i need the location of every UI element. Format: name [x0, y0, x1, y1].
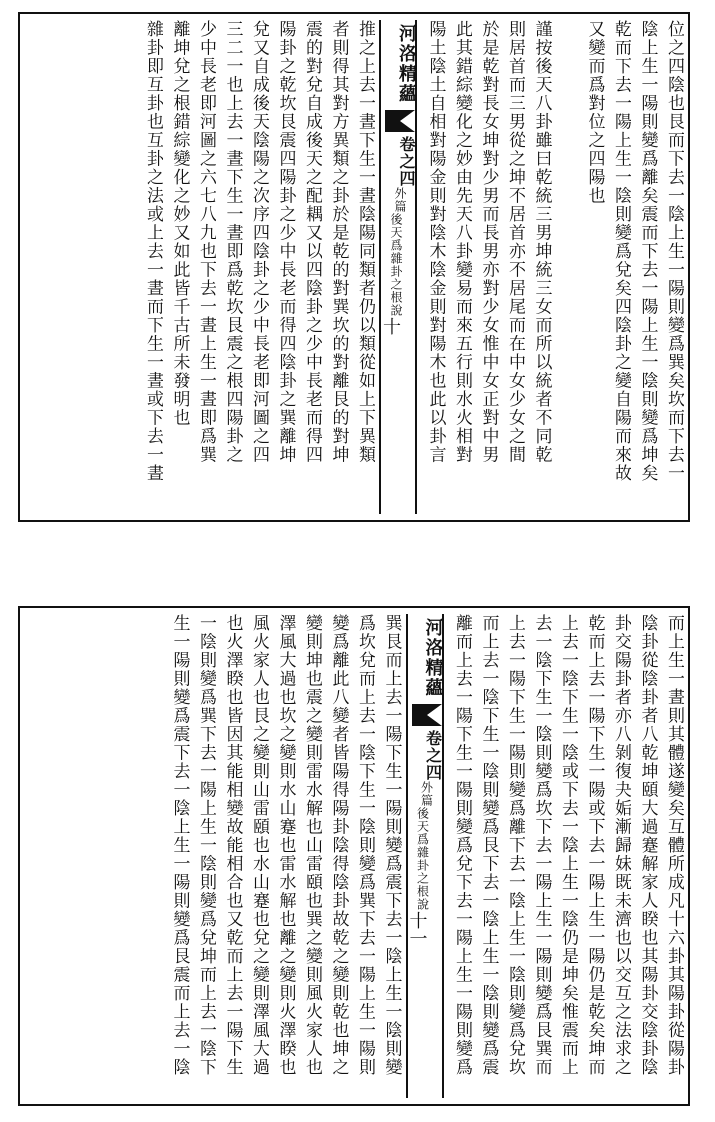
text-column: 震的對兌自成後天之配耦又以四陰卦之少中長老而得四 [302, 20, 322, 464]
page-number: 十 [380, 317, 401, 335]
page-number: 十一 [406, 911, 428, 947]
chapter-title: 後天爲雜卦之根說 [389, 213, 403, 317]
text-column: 而上生一晝則其體遂變矣互體所成凡十六卦其陽卦從陽卦 [664, 614, 684, 1077]
text-column: 陰上生一陽則變爲離矣震而下去一陽上生一陰則變爲坤矣 [637, 20, 658, 483]
text-column: 上去一陽下生一陽則變爲離下去一陰上生一陰則變爲兌坎 [505, 614, 525, 1077]
volume-label: 卷之四 [397, 136, 416, 187]
text-column: 離坤兌之根錯綜變化之妙又如此皆千古所未發明也 [169, 20, 190, 427]
volume-label: 卷之四 [423, 730, 443, 781]
text-column: 爲坎兌而上去一陰下生一陰則變爲巽下去一陽上生一陽則 [355, 614, 375, 1077]
page-upper-columns [20, 14, 688, 520]
text-column: 風火家人也艮之變則山雷頤也水山蹇也兌之變則澤風大過 [249, 614, 269, 1077]
page-upper [18, 12, 690, 522]
text-column: 此其錯綜變化之妙由先天八卦變易而來五行則水火相對 [452, 20, 472, 464]
text-column: 也火澤睽也皆因其能相變故能相合也又乾而上去一陽下生 [222, 614, 243, 1077]
text-column: 而上去一陰下生一陰則變爲艮下去一陰上生一陰則變爲震 [478, 614, 499, 1077]
text-column: 推之上去一晝下生一晝陰陽同類者仍以類從如上下異類 [355, 20, 375, 464]
text-column: 兌又自成後天陰陽之次序四陰卦之少中長老即河圖之四 [249, 20, 269, 464]
text-column: 陽土陰土自相對陽金則對陰木陰金則對陽木也此以卦言 [425, 20, 446, 464]
text-column: 者則得其對方異類之卦於是乾的對巽坎的對離艮的對坤 [328, 20, 349, 464]
text-column: 乾而上去一陽下生一陽或下去一陽上生一陽仍是乾矣坤而 [584, 614, 605, 1077]
text-column: 位之四陰也艮而下去一陰上生一陽則變爲巽矣坎而下去一 [664, 20, 684, 483]
fish-tail-ornament-icon [385, 110, 415, 132]
page-lower [18, 606, 690, 1106]
page-lower-columns [20, 608, 688, 1104]
text-column: 少中長老即河圖之六七八九也下去一晝上生一晝即爲巽 [196, 20, 216, 464]
text-column: 去一陰下生一陰則變爲坎下去一陽上生一陽則變爲艮巽而 [531, 614, 552, 1077]
section-label: 外篇 [419, 781, 434, 807]
center-margin [406, 614, 444, 1098]
text-column: 變爲離此八變者皆陽得陽卦陰得陰卦故乾之變則乾也坤之 [328, 614, 349, 1077]
text-column: 則居首而三男從之坤不居首亦不居尾而在中女少女之間 [505, 20, 525, 464]
text-column: 陽卦之乾坎艮震四陽卦之少中長老而得四陰卦之巽離坤 [275, 20, 296, 464]
text-column: 巽艮而上去一陽下生一陽則變爲震下去一陰上生一陰則變 [381, 614, 402, 1077]
text-column: 一陰則變爲巽下去一陽上生一陰則變爲兌坤而上去一陰下 [196, 614, 216, 1077]
text-column: 澤風大過也坎之變則水山蹇也雷水解也離之變則火澤睽也 [275, 614, 296, 1077]
book-title: 河洛精蘊 [396, 24, 417, 104]
text-column: 陰卦從陰卦者八乾坤頤大過蹇解家人睽也其陽卦交陰卦陰 [637, 614, 658, 1077]
text-column: 卦交陽卦者亦八剝復夬姤漸歸妹既未濟也以交互之法求之 [611, 614, 631, 1077]
text-column: 又變而爲對位之四陽也 [584, 20, 605, 205]
center-margin [379, 20, 417, 514]
text-column: 雜卦即互卦也互卦之法或上去一晝而下生一晝或下去一晝 [143, 20, 163, 483]
text-column: 上去一陰下生一陰或下去一陰上生一陰仍是坤矣惟震而上 [558, 614, 578, 1077]
text-column: 三二一也上去一晝下生一晝即爲乾坎艮震之根四陽卦之 [222, 20, 243, 464]
text-column [557, 20, 579, 514]
text-column: 離而上去一陽下生一陽則變爲兌下去一陽上生一陽則變爲 [452, 614, 472, 1077]
text-column: 乾而下去一陽上生一陰則變爲兌矣四陰卦之變自陽而來故 [611, 20, 631, 483]
book-title: 河洛精蘊 [422, 618, 444, 698]
text-column: 變則坤也震之變則雷水解也山雷頤也巽之變則風火家人也 [302, 614, 322, 1077]
section-label: 外篇 [393, 187, 407, 213]
text-column: 於是乾對長女坤對少男而長男亦對少女惟中女正對中男 [478, 20, 499, 464]
chapter-title: 後天爲雜卦之根說 [415, 807, 430, 911]
text-column: 謹按後天八卦雖曰乾統三男坤統三女而所以統者不同乾 [531, 20, 552, 464]
text-column: 生一陽則變爲震下去一陰上生一陽則變爲艮震而上去一陰 [169, 614, 190, 1077]
fish-tail-ornament-icon [412, 704, 442, 726]
